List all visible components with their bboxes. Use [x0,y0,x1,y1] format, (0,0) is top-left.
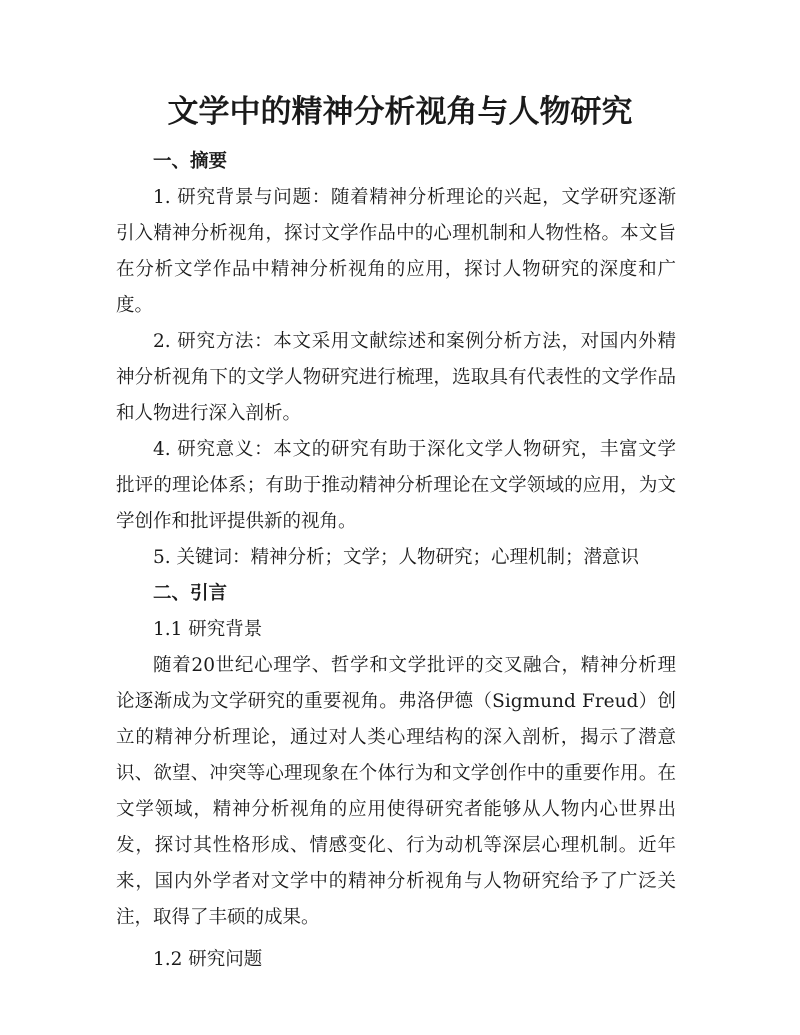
document-title: 文学中的精神分析视角与人物研究 [167,94,633,130]
subsection-title-background: 1.1 研究背景 [153,619,263,640]
section-heading-abstract: 一、摘要 [153,151,228,172]
abstract-item-significance: 4. 研究意义：本文的研究有助于深化文学人物研究，丰富文学批评的理论体系；有助于推动精神分析理论在文学领域的应用，为文学创作和批评提供新的视角。 [116,439,676,532]
abstract-item-background: 1. 研究背景与问题：随着精神分析理论的兴起，文学研究逐渐引入精神分析视角，探讨文学作品中的心理机制和人物性格。本文旨在分析文学作品中精神分析视角的应用，探讨人物研究的深度和广度。 [116,187,676,316]
section-heading-introduction: 二、引言 [153,583,228,604]
abstract-item-keywords: 5. 关键词：精神分析；文学；人物研究；心理机制；潜意识 [153,547,640,568]
subsection-body-background: 随着20世纪心理学、哲学和文学批评的交叉融合，精神分析理论逐渐成为文学研究的重要视角。弗洛伊德（Sigmund Freud）创立的精神分析理论，通过对人类心理结构的深入剖析，揭示了潜意识、欲望、冲突等心理现象在个体行为和文学创作中的重要作用。在文学领域，精神分析视角的应用使得研究者能够从人物内心世界出发，探讨其性格形成、情感变化、行为动机等深层心理机制。近年来，国内外学者对文学中的精神分析视角与人物研究给予了广泛关注，取得了丰硕的成果。 [116,655,676,928]
subsection-title-question: 1.2 研究问题 [153,949,263,970]
abstract-item-method: 2. 研究方法：本文采用文献综述和案例分析方法，对国内外精神分析视角下的文学人物研究进行梳理，选取具有代表性的文学作品和人物进行深入剖析。 [116,331,676,424]
document-body [116,144,676,978]
